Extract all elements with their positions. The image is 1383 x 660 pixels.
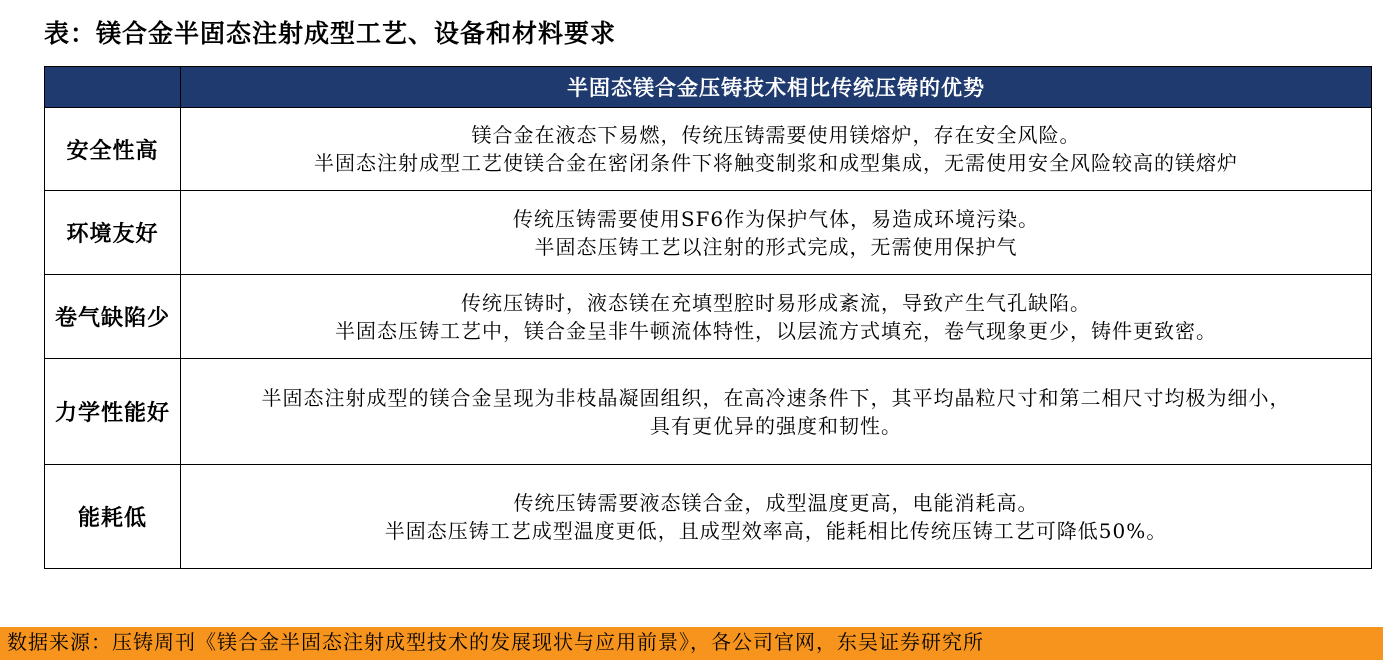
table-row	[45, 359, 1372, 465]
description-line: 半固态注射成型工艺使镁合金在密闭条件下将触变制浆和成型集成，无需使用安全风险较高的镁熔炉	[314, 151, 1238, 175]
description-line: 半固态压铸工艺以注射的形式完成，无需使用保护气	[534, 234, 1018, 259]
description-line: 传统压铸时，液态镁在充填型腔时易形成紊流，导致产生气孔缺陷。	[461, 290, 1091, 315]
feature-label: 力学性能好	[45, 359, 181, 465]
feature-label: 安全性高	[45, 108, 181, 191]
source-bar	[0, 627, 1383, 660]
source-note: 数据来源：压铸周刊《镁合金半固态注射成型技术的发展现状与应用前景》，各公司官网，东吴证券研究所	[7, 630, 984, 654]
description-line: 半固态压铸工艺成型温度更低，且成型效率高，能耗相比传统压铸工艺可降低50%。	[384, 518, 1168, 543]
header-blank-cell	[45, 67, 181, 108]
description-line: 具有更优异的强度和韧性。	[650, 413, 902, 438]
feature-label: 环境友好	[45, 191, 181, 275]
feature-label: 卷气缺陷少	[45, 275, 181, 359]
description-cell	[181, 275, 1372, 359]
description-line: 传统压铸需要液态镁合金，成型温度更高，电能消耗高。	[513, 490, 1039, 515]
table-row	[45, 275, 1372, 359]
table-row	[45, 108, 1372, 191]
description-line: 镁合金在液态下易燃，传统压铸需要使用镁熔炉，存在安全风险。	[471, 123, 1081, 147]
table-row	[45, 465, 1372, 569]
description-cell	[181, 465, 1372, 569]
advantages-table	[44, 66, 1372, 569]
table-header: 半固态镁合金压铸技术相比传统压铸的优势	[181, 67, 1372, 108]
page-title: 表：镁合金半固态注射成型工艺、设备和材料要求	[44, 19, 617, 48]
description-cell	[181, 191, 1372, 275]
description-line: 半固态注射成型的镁合金呈现为非枝晶凝固组织，在高冷速条件下，其平均晶粒尺寸和第二相尺寸均极为细小，	[261, 385, 1291, 410]
description-cell	[181, 108, 1372, 191]
description-line: 传统压铸需要使用SF6作为保护气体，易造成环境污染。	[512, 206, 1040, 231]
description-line: 半固态压铸工艺中，镁合金呈非牛顿流体特性，以层流方式填充，卷气现象更少，铸件更致密。	[335, 318, 1217, 343]
table-row	[45, 191, 1372, 275]
description-cell	[181, 359, 1372, 465]
feature-label: 能耗低	[45, 465, 181, 569]
table-header-row	[45, 67, 1372, 108]
